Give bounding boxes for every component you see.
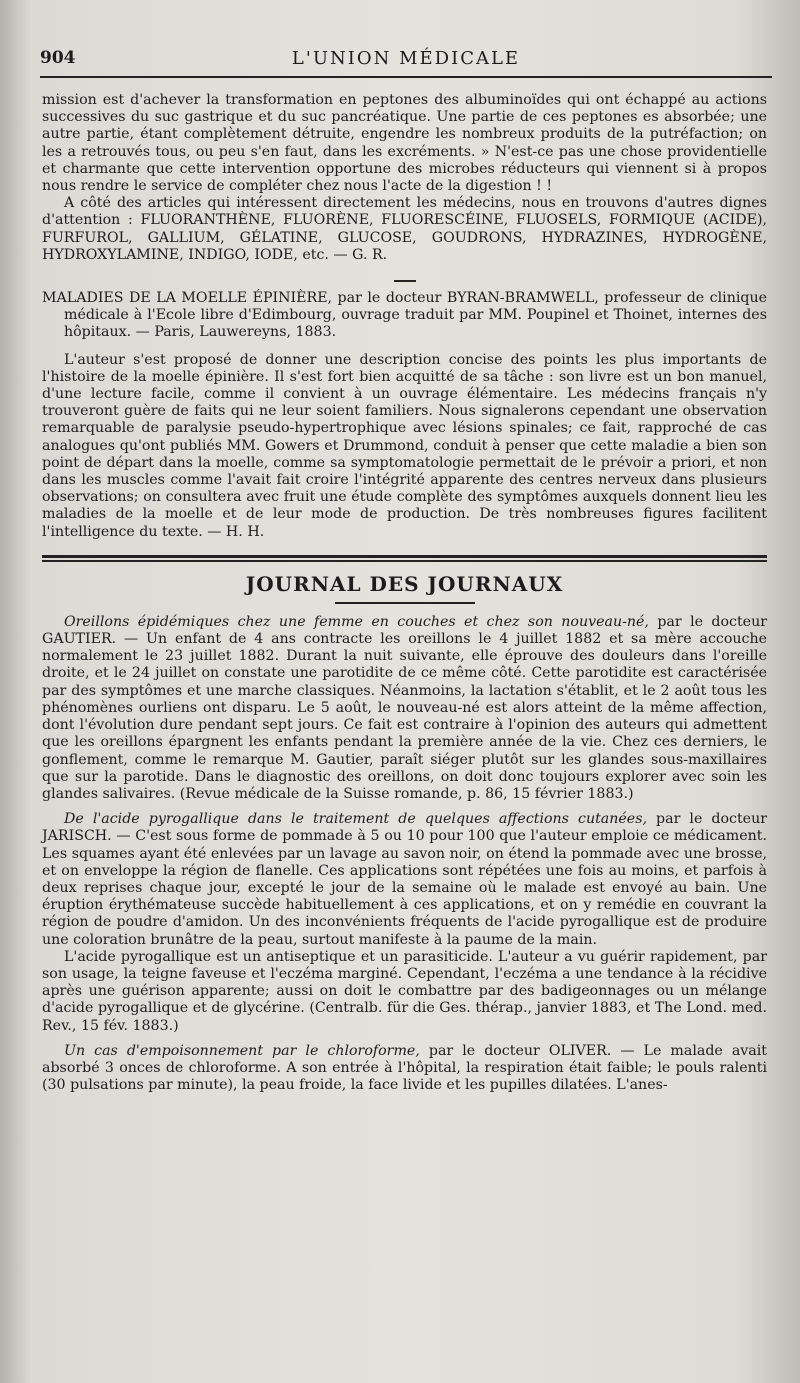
article-3-text: — Le malade avait absorbé 3 onces de chloroforme. A son entrée à l'hôpital, la respiration était faible; le pouls ralenti (30 pulsations par minute), la peau froide, la face livide et les pupilles dilatées. L'anes-: [42, 1042, 767, 1094]
article-2: [42, 811, 767, 949]
article-3-author: OLIVER.: [548, 1042, 612, 1059]
review-citation: MALADIES DE LA MOELLE ÉPINIÈRE, par le docteur BYRAN-BRAMWELL, professeur de clinique médicale à l'Ecole libre d'Edimbourg, ouvrage traduit par MM. Poupinel et Thoinet, internes des hôpitaux. — Paris, Lauwereyns, 1883.: [42, 290, 767, 341]
article-3-title: Un cas d'empoisonnement par le chloroforme,: [64, 1042, 420, 1059]
article-1-author: GAUTIER.: [42, 631, 117, 648]
article-1-author-prefix: par le docteur: [657, 613, 767, 630]
page-header: [40, 44, 772, 74]
article-2-author: JARISCH.: [42, 828, 112, 845]
section-double-rule: [42, 555, 767, 562]
article-2-paragraph-2: L'acide pyrogallique est un antiseptique et un parasiticide. L'auteur a vu guérir rapidement, par son usage, la teigne faveuse et l'eczéma marginé. Cependant, l'eczéma a une tendance à la récidive après une guérison apparente; aussi on doit le combattre par des badigeonnages ou un mélange d'acide pyrogallique et de glycérine. (Centralb. für die Ges. thérap., janvier 1883, et The Lond. med. Rev., 15 fév. 1883.): [42, 948, 767, 1034]
article-2-text: — C'est sous forme de pommade à 5 ou 10 pour 100 que l'auteur emploie ce médicament. Les squames ayant été enlevées par un lavage au savon noir, on étend la pommade avec une brosse, et on enveloppe la région de flanelle. Ces applications sont répétées une fois au moins, et parfois à deux reprises chaque jour, excepté le jour de la semaine où le malade est envoyé au bain. Une éruption érythémateuse succède habituellement à ces applications, et on y remédie en couvrant la région de poudre d'amidon. Un des inconvénients fréquents de l'acide pyrogallique est de produire une coloration brunâtre de la peau, surtout manifeste à la paume de la main.: [42, 828, 768, 948]
article-3: [42, 1043, 767, 1095]
article-3-author-prefix: par le docteur: [428, 1042, 540, 1059]
article-1-text: — Un enfant de 4 ans contracte les oreillons le 4 juillet 1882 et sa mère accouche normalement le 23 juillet 1882. Durant la nuit suivante, elle éprouve des douleurs dans l'oreille droite, et le 24 juillet on constate une parotidite de ce même côté. Cette parotidite est caractérisée par des symptômes et une marche classiques. Néanmoins, la lactation s'établit, et le 2 août tous les phénomènes ourliens ont disparu. Le 5 août, le nouveau-né est alors atteint de la même affection, dont l'évolution dure pendant sept jours. Ce fait est contraire à l'opinion des auteurs qui admettent que les oreillons épargnent les enfants pendant la première année de la vie. Chez ces derniers, le gonflement, comme le remarque M. Gautier, paraît siéger plutôt sur les glandes sous-maxillaires que sur la parotide. Dans le diagnostic des oreillons, on doit donc toujours explorer avec soin les glandes salivaires. (Revue médicale de la Suisse romande, p. 86, 15 février 1883.): [42, 631, 767, 802]
article-1-title: Oreillons épidémiques chez une femme en couches et chez son nouveau-né,: [64, 613, 649, 630]
article-2-author-prefix: par le docteur: [656, 811, 767, 828]
page-body: [42, 92, 767, 1094]
intro-paragraph-1: mission est d'achever la transformation en peptones des albuminoïdes qui ont échappé au actions successives du suc gastrique et du suc pancréatique. Une partie de ces peptones es absorbée; une autre partie, étant complètement détruite, engendre les nombreux produits de la putréfaction; on les a retrouvés tous, ou peu s'en faut, dans les excréments. » N'est-ce pas une chose providentielle et charmante que cette intervention opportune des microbes réducteurs qui viennent si à propos nous rendre le service de compléter chez nous l'acte de la digestion ! !: [42, 92, 767, 195]
running-title: L'UNION MÉDICALE: [291, 48, 521, 69]
article-2-title: De l'acide pyrogallique dans le traitement de quelques affections cutanées,: [64, 811, 647, 828]
section-ornament-rule: [335, 602, 475, 604]
review-text: L'auteur s'est proposé de donner une description concise des points les plus importants de l'histoire de la moelle épinière. Il s'est fort bien acquitté de sa tâche : son livre est un bon manuel, d'une lecture facile, comme il convient à un ouvrage élémentaire. Les médecins français n'y trouveront guère de faits qui ne leur soient familiers. Nous signalerons cependant une observation remarquable de paralysie pseudo-hypertrophique avec lésions spinales; ce fait, rapproché de cas analogues qu'ont publiés MM. Gowers et Drummond, conduit à penser que cette maladie a bien son point de départ dans la moelle, comme sa symptomatologie permettait de le prévoir a priori, et non dans les muscles comme l'avait fait croire l'intégrité apparente des centres nerveux dans plusieurs observations; on consultera avec fruit une étude complète des symptômes auxquels donnent lieu les maladies de la moelle et de leur mode de production. De très nombreuses figures facilitent l'intelligence du texte. — H. H.: [42, 351, 767, 540]
separator-dash: [42, 274, 767, 282]
header-rule: [40, 76, 772, 78]
section-title: JOURNAL DES JOURNAUX: [245, 571, 564, 596]
intro-paragraph-2: A côté des articles qui intéressent directement les médecins, nous en trouvons d'autres dignes d'attention : FLUORANTHÈNE, FLUORÈNE, FLUORESCÉINE, FLUOSELS, FORMIQUE (ACIDE), FURFUROL, GALLIUM, GÉLATINE, GLUCOSE, GOUDRONS, HYDRAZINES, HYDROGÈNE, HYDROXYLAMINE, INDIGO, IODE, etc. — G. R.: [42, 195, 767, 263]
page-number: 904: [40, 48, 76, 68]
article-1: [42, 614, 767, 803]
